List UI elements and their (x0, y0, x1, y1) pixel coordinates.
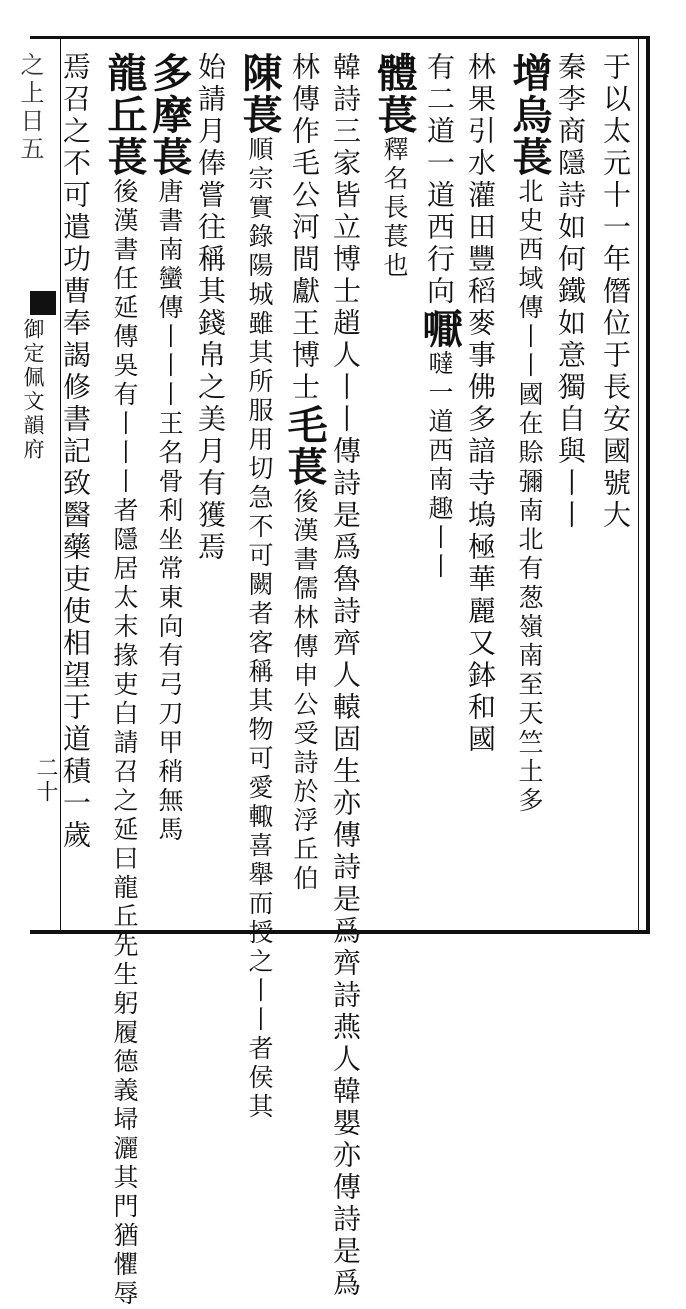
text-column (60, 52, 90, 912)
column-text: 始請月俸嘗往稱其錢帛之美月有獲焉 (194, 52, 227, 564)
column-text: 唐書南蠻傳丨丨丨王名骨利坐常東向有弓刀甲稍無馬 (155, 178, 184, 845)
column-text: 秦李商隱詩如何鐵如意獨自與丨丨 (554, 52, 587, 532)
column-text: 林果引水灌田豐稻麥事佛多諳寺塢極華麗又鉢和國 (464, 52, 497, 756)
top-border (30, 36, 650, 39)
column-text: 噠一道西南趣丨丨 (425, 350, 454, 582)
entry-heading: 龍丘萇 (101, 52, 148, 178)
text-column (555, 52, 585, 912)
text-column (600, 52, 630, 912)
entry-heading: 多摩萇 (146, 52, 193, 178)
text-column (101, 52, 148, 1309)
right-border-inner (638, 36, 639, 934)
entry-heading: 增烏萇 (506, 52, 553, 178)
column-text: 北史西域傳丨丨國在賒彌南北有葱嶺南至天竺土多 (515, 178, 544, 816)
book-title-caption: 御定佩文韻府 (21, 318, 45, 462)
text-column (236, 52, 283, 1122)
column-text: 釋名長萇也 (380, 136, 409, 281)
column-text: 後漢書儒林傳申公受詩於浮丘伯 (290, 488, 319, 894)
entry-heading: 毛萇 (281, 404, 328, 488)
right-border-outer (646, 36, 650, 934)
text-column (465, 52, 495, 912)
page-number: 二十 (33, 756, 58, 804)
column-text: 于以太元十一年僭位于長安國號大 (599, 52, 632, 532)
fish-tail-mark (30, 291, 56, 315)
column-text: 林傳作毛公河間獻王博士 (288, 52, 321, 404)
text-column (329, 52, 362, 1300)
text-column (146, 52, 193, 912)
text-column (416, 52, 463, 912)
edge-text: 之上日五 (16, 52, 44, 164)
text-column (371, 52, 418, 912)
column-text: 順宗實錄陽城雖其所服用切急不可闕者客稱其物可愛輙喜舉而授之丨丨者侯其 (245, 136, 274, 1122)
text-column (506, 52, 553, 912)
text-column (195, 52, 225, 912)
entry-heading: 陳萇 (236, 52, 283, 136)
entry-heading: 體萇 (371, 52, 418, 136)
column-text: 韓詩三家皆立博士趙人丨丨傳詩是爲魯詩齊人轅固生亦傳詩是爲齊詩燕人韓嬰亦傳詩是爲 (329, 52, 362, 1300)
column-text: 後漢書任延傳吳有丨丨丨者隱居太末掾吏白請召之延曰龍丘先生躬履德義埽灑其門猶懼辱 (110, 178, 139, 1309)
column-text: 有二道一道西行向 (423, 52, 456, 308)
entry-heading: 嚈 (416, 308, 463, 350)
text-column (281, 52, 328, 912)
column-text: 焉召之不可遣功曹奉謁修書記致醫藥吏使相望于道積一歲 (59, 52, 92, 852)
